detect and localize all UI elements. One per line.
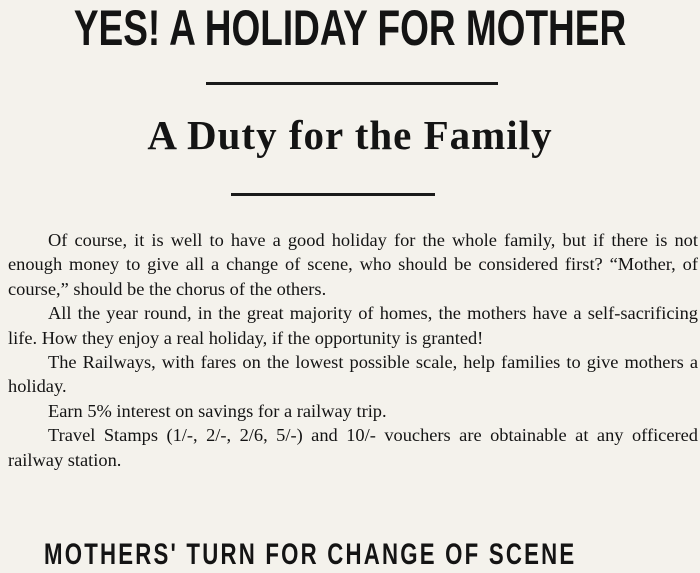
bottom-divider-rule (231, 193, 435, 196)
paragraph-interest: Earn 5% interest on savings for a railway trip. (48, 400, 387, 421)
article-body (8, 228, 698, 472)
paragraph-mothers-life: All the year round, in the great majority of homes, the mothers have a self-sacrificing life. How they enjoy a real holiday, if the opportunity is granted! (8, 303, 698, 348)
paragraph-intro: Of course, it is well to have a good holiday for the whole family, but if there is not enough money to give all a change of scene, who should be considered first? “Mother, of course,” should be the chorus of the others. (8, 230, 698, 299)
paragraph-railways: The Railways, with fares on the lowest possible scale, help families to give mothers a holiday. (8, 352, 698, 397)
footer-slogan: MOTHERS' TURN FOR CHANGE OF SCENE (44, 538, 577, 571)
top-divider-rule (206, 82, 498, 85)
paragraph-travel-stamps: Travel Stamps (1/-, 2/-, 2/6, 5/-) and 10/- vouchers are obtainable at any officered railway station. (8, 425, 698, 470)
subheadline: A Duty for the Family (147, 112, 553, 158)
headline: YES! A HOLIDAY FOR MOTHER (73, 0, 627, 56)
